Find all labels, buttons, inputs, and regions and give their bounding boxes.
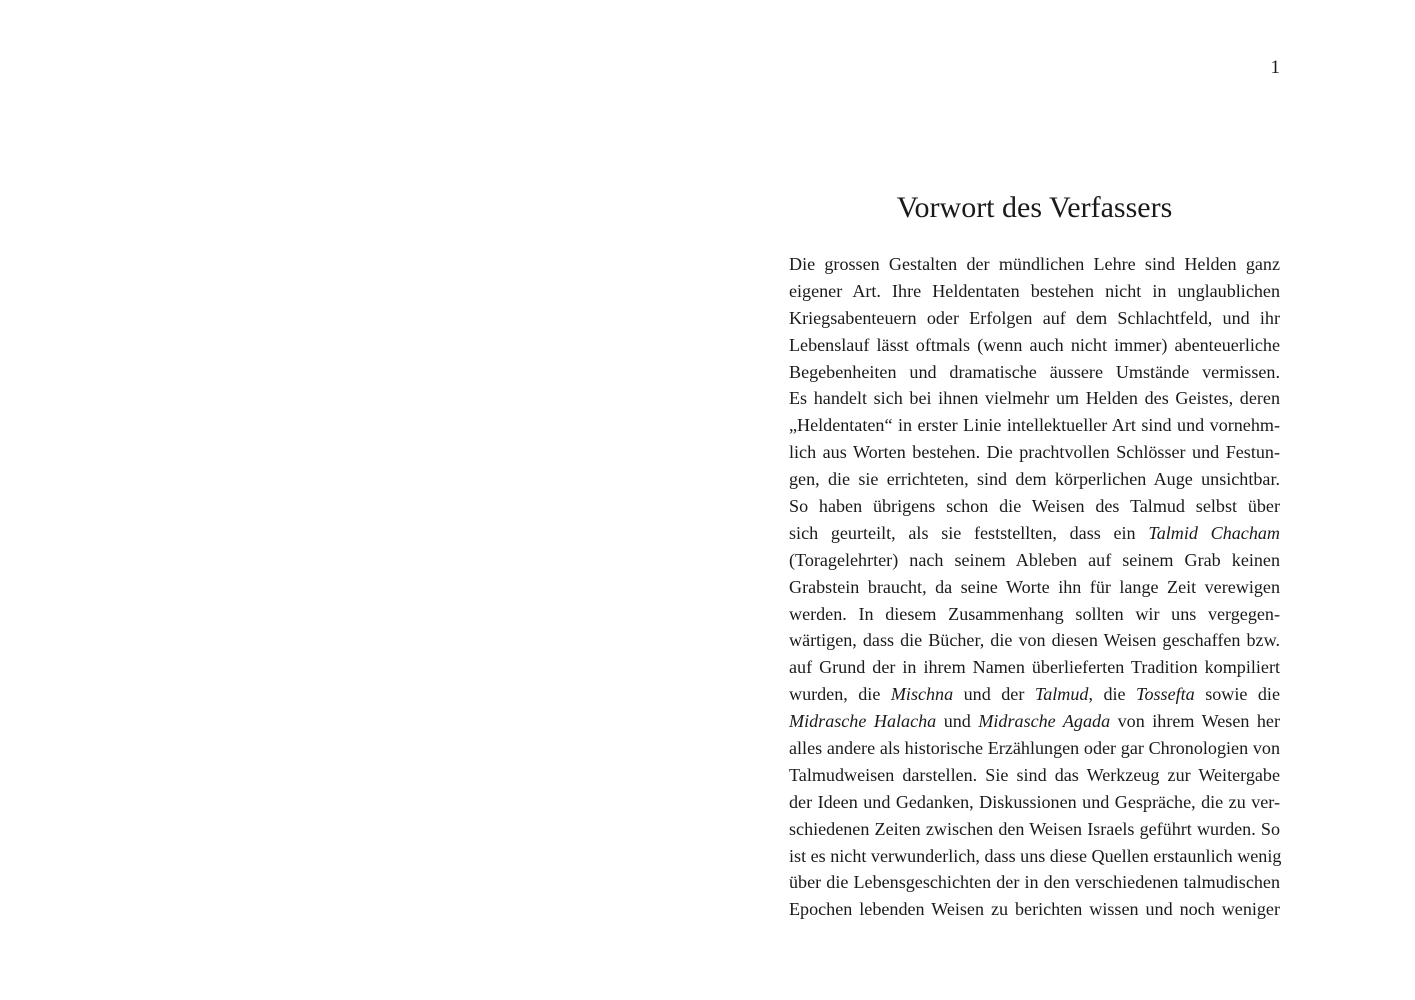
text-run: werden. In diesem Zusammenhang sollten wir uns vergegen- <box>789 603 1280 624</box>
italic-term: Midrasche Halacha <box>789 711 937 732</box>
body-paragraph <box>789 251 1280 923</box>
text-run: Begebenheiten und dramatische äussere Umstände vermissen. <box>789 361 1280 382</box>
text-run: gen, die sie errichteten, sind dem körperlichen Auge unsichtbar. <box>789 469 1280 490</box>
text-run: , die <box>1088 684 1137 705</box>
text-run: wurden, die <box>789 684 891 705</box>
text-line <box>789 547 1280 574</box>
text-run: der Ideen und Gedanken, Diskussionen und Gespräche, die zu ver- <box>789 791 1280 812</box>
text-run: (Toragelehrter) nach seinem Ableben auf seinem Grab keinen <box>789 549 1280 570</box>
text-line <box>789 869 1280 896</box>
text-line <box>789 843 1280 870</box>
chapter-title: Vorwort des Verfassers <box>896 191 1173 224</box>
text-run: sich geurteilt, als sie feststellten, dass ein <box>789 522 1149 543</box>
text-line <box>789 251 1280 278</box>
text-line <box>789 816 1280 843</box>
text-line <box>789 359 1280 386</box>
text-line <box>789 439 1280 466</box>
text-line <box>789 520 1280 547</box>
text-run: Talmudweisen darstellen. Sie sind das Werkzeug zur Weitergabe <box>789 764 1280 785</box>
text-line <box>789 681 1280 708</box>
text-run: über die Lebensgeschichten der in den verschiedenen talmudischen <box>789 872 1280 893</box>
text-line <box>789 627 1280 654</box>
page-number: 1 <box>1270 57 1280 78</box>
text-run: alles andere als historische Erzählungen oder gar Chronologien von <box>789 738 1280 759</box>
text-line <box>789 385 1280 412</box>
text-run: Epochen lebenden Weisen zu berichten wissen und noch weniger <box>789 899 1280 920</box>
text-line <box>789 601 1280 628</box>
text-run: von ihrem Wesen her <box>1110 711 1280 732</box>
text-line <box>789 574 1280 601</box>
text-line <box>789 762 1280 789</box>
text-run: „Heldentaten“ in erster Linie intellektueller Art sind und vornehm- <box>789 415 1280 436</box>
text-line <box>789 412 1280 439</box>
text-run: Die grossen Gestalten der mündlichen Lehre sind Helden ganz <box>789 254 1280 274</box>
text-run: schiedenen Zeiten zwischen den Weisen Israels geführt wurden. So <box>789 818 1280 839</box>
text-run: ist es nicht verwunderlich, dass uns diese Quellen erstaunlich wenig <box>789 845 1282 866</box>
italic-term: Talmid Chacham <box>1148 522 1280 543</box>
text-line <box>789 735 1280 762</box>
text-run: So haben übrigens schon die Weisen des Talmud selbst über <box>789 496 1280 517</box>
text-run: wärtigen, dass die Bücher, die von diesen Weisen geschaffen bzw. <box>789 630 1280 651</box>
text-run: Lebenslauf lässt oftmals (wenn auch nicht immer) abenteuerliche <box>789 334 1280 355</box>
text-line <box>789 789 1280 816</box>
text-run: und <box>936 711 979 732</box>
text-run: Es handelt sich bei ihnen vielmehr um Helden des Geistes, deren <box>789 388 1280 409</box>
text-run: Grabstein braucht, da seine Worte ihn für lange Zeit verewigen <box>789 576 1280 597</box>
text-line <box>789 305 1280 332</box>
text-run: eigener Art. Ihre Heldentaten bestehen nicht in unglaublichen <box>789 280 1280 301</box>
italic-term: Talmud <box>1034 684 1089 705</box>
text-line <box>789 466 1280 493</box>
text-run: Kriegsabenteuern oder Erfolgen auf dem Schlachtfeld, und ihr <box>789 307 1280 328</box>
text-run: und der <box>953 684 1035 705</box>
left-page-blank <box>0 0 707 1000</box>
text-line <box>789 654 1280 681</box>
text-run: lich aus Worten bestehen. Die prachtvollen Schlösser und Festun- <box>789 442 1280 463</box>
italic-term: Midrasche Agada <box>978 711 1111 732</box>
text-line <box>789 493 1280 520</box>
text-line <box>789 896 1280 923</box>
text-run: auf Grund der in ihrem Namen überlieferten Tradition kompiliert <box>789 657 1280 678</box>
text-line <box>789 278 1280 305</box>
italic-term: Tossefta <box>1136 684 1195 705</box>
text-line <box>789 708 1280 735</box>
italic-term: Mischna <box>890 684 954 705</box>
text-run: sowie die <box>1194 684 1280 705</box>
text-line <box>789 332 1280 359</box>
